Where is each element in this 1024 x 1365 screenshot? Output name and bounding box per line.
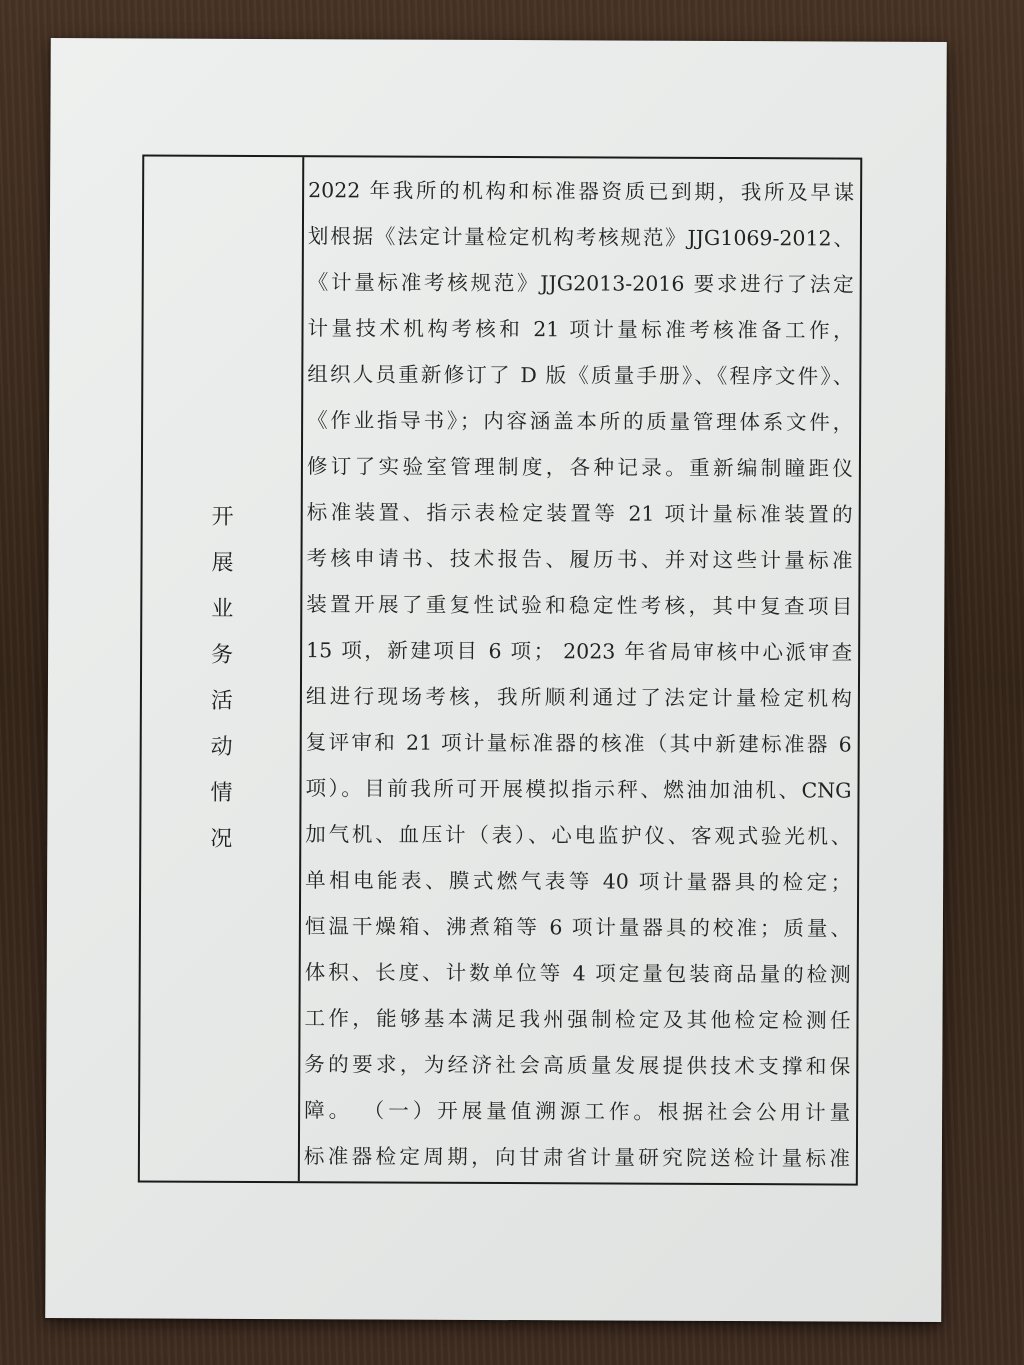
text-line: 《计量标准考核规范》JJG2013-2016 要求进行了法定 bbox=[307, 270, 854, 297]
label-char: 业 bbox=[211, 596, 234, 622]
label-char: 活 bbox=[210, 688, 233, 714]
form-table bbox=[138, 154, 862, 1185]
text-line: 加气机、血压计（表）、心电监护仪、客观式验光机、 bbox=[305, 822, 852, 849]
label-char: 动 bbox=[210, 734, 233, 760]
text-line: 复评审和 21 项计量标准器的核准（其中新建标准器 6 bbox=[305, 730, 852, 757]
text-line: 标准器检定周期，向甘肃省计量研究院送检计量标准 bbox=[303, 1144, 850, 1171]
label-char: 开 bbox=[211, 504, 234, 530]
label-column bbox=[140, 156, 302, 1181]
text-line: 组织人员重新修订了 D 版《质量手册》、《程序文件》、 bbox=[307, 362, 854, 389]
body-paragraph bbox=[304, 167, 854, 1181]
text-line: 障。 （一）开展量值溯源工作。根据社会公用计量 bbox=[304, 1098, 851, 1125]
text-line: 装置开展了重复性试验和稳定性考核，其中复查项目 bbox=[306, 592, 853, 619]
text-line: 单相电能表、膜式燃气表等 40 项计量器具的检定； bbox=[305, 868, 852, 895]
text-line: 15 项，新建项目 6 项； 2023 年省局审核中心派审查 bbox=[306, 638, 853, 665]
text-line: 体积、长度、计数单位等 4 项定量包装商品量的检测 bbox=[304, 960, 851, 987]
text-line: 工作，能够基本满足我州强制检定及其他检定检测任 bbox=[304, 1006, 851, 1033]
label-char: 务 bbox=[211, 642, 234, 668]
paper-sheet bbox=[45, 38, 947, 1322]
text-line: 2022 年我所的机构和标准器资质已到期，我所及早谋 bbox=[308, 178, 855, 205]
text-line: 《作业指导书》；内容涵盖本所的质量管理体系文件， bbox=[307, 408, 854, 435]
text-line: 组进行现场考核，我所顺利通过了法定计量检定机构 bbox=[305, 684, 852, 711]
text-line: 考核申请书、技术报告、履历书、并对这些计量标准 bbox=[306, 546, 853, 573]
text-line: 项）。目前我所可开展模拟指示秤、燃油加油机、CNG bbox=[305, 776, 852, 803]
text-line: 标准装置、指示表检定装置等 21 项计量标准装置的 bbox=[306, 500, 853, 527]
label-char: 况 bbox=[210, 826, 233, 852]
text-line: 划根据《法定计量检定机构考核规范》JJG1069-2012、 bbox=[307, 224, 854, 251]
text-line: 修订了实验室管理制度，各种记录。重新编制瞳距仪 bbox=[306, 454, 853, 481]
label-char: 情 bbox=[210, 780, 233, 806]
label-char: 展 bbox=[211, 550, 234, 576]
text-line: 计量技术机构考核和 21 项计量标准考核准备工作， bbox=[307, 316, 854, 343]
section-label-vertical bbox=[201, 495, 243, 863]
text-line: 务的要求，为经济社会高质量发展提供技术支撑和保 bbox=[304, 1052, 851, 1079]
text-line: 恒温干燥箱、沸煮箱等 6 项计量器具的校准；质量、 bbox=[304, 914, 851, 941]
